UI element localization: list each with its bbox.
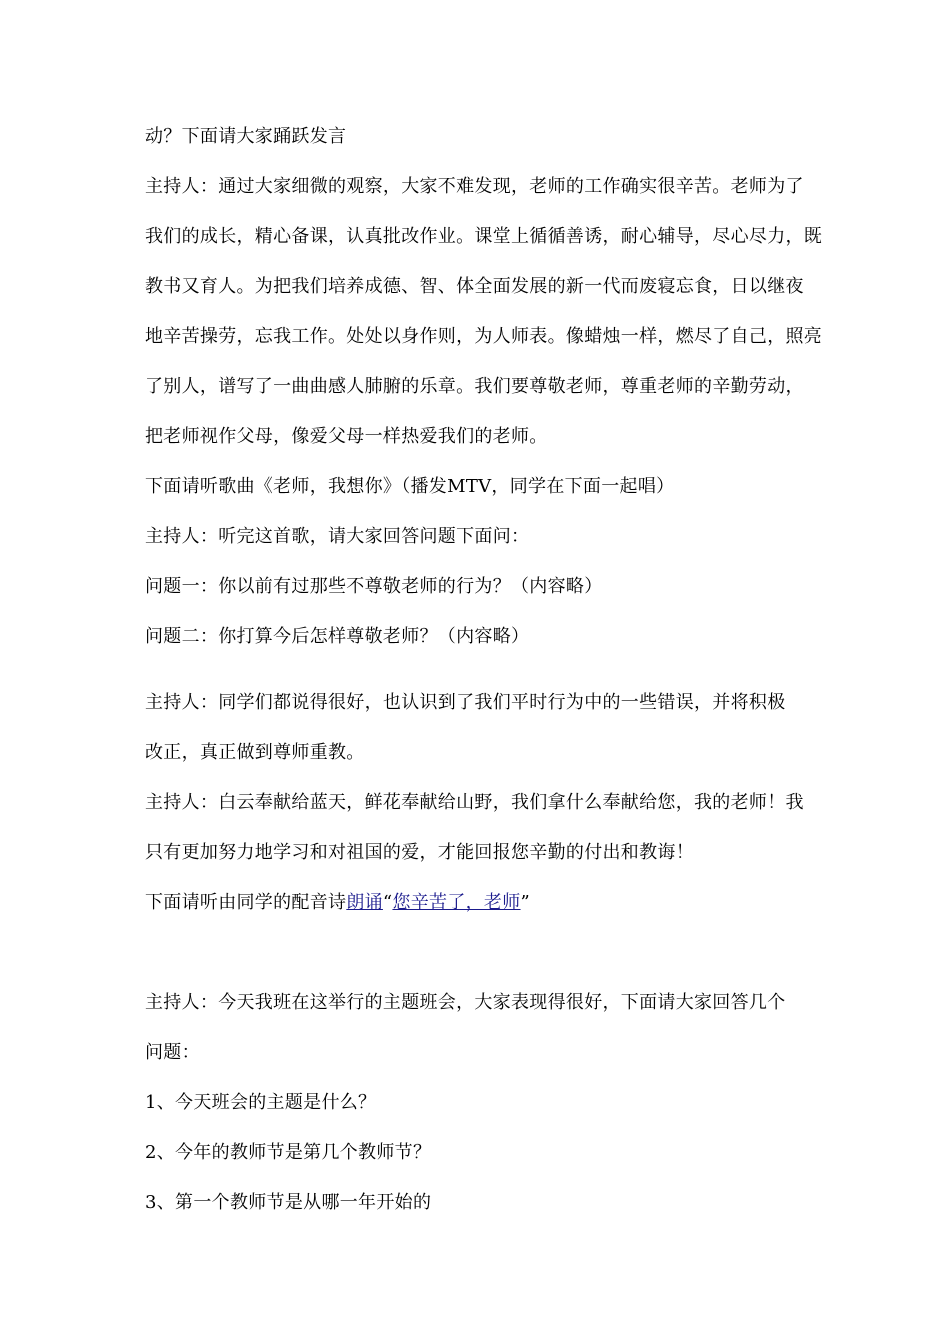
open-quote: “ [382, 892, 393, 913]
close-quote: ” [520, 892, 531, 913]
text-line-5: 地辛苦操劳，忘我工作。处处以身作则，为人师表。像蜡烛一样，燃尽了自己，照亮 [145, 326, 823, 347]
text-line-2: 主持人：通过大家细微的观察，大家不难发现，老师的工作确实很辛苦。老师为了 [145, 176, 804, 197]
recitation-link[interactable]: 朗诵 [346, 892, 383, 913]
text-line-12: 主持人：同学们都说得很好，也认识到了我们平时行为中的一些错误，并将积极 [145, 692, 786, 713]
text-line-7: 把老师视作父母，像爱父母一样热爱我们的老师。 [145, 426, 548, 447]
text-line-9: 主持人：听完这首歌，请大家回答问题下面问： [145, 526, 530, 547]
text-line-8: 下面请听歌曲《老师，我想你》（播发MTV，同学在下面一起唱） [145, 476, 675, 497]
text-line-14: 主持人：白云奉献给蓝天，鲜花奉献给山野，我们拿什么奉献给您，我的老师！我 [145, 792, 804, 813]
text-line-1: 动？下面请大家踊跃发言 [145, 126, 347, 147]
closing-line-2: 问题： [145, 1042, 200, 1063]
recitation-prefix: 下面请听由同学的配音诗 [145, 892, 347, 913]
recitation-line [145, 890, 825, 916]
poem-title-link[interactable]: 您辛苦了，老师 [392, 892, 521, 913]
text-line-4: 教书又育人。为把我们培养成德、智、体全面发展的新一代而废寝忘食，日以继夜 [145, 276, 804, 297]
text-line-13: 改正，真正做到尊师重教。 [145, 742, 365, 763]
closing-line-1: 主持人：今天我班在这举行的主题班会，大家表现得很好，下面请大家回答几个 [145, 992, 786, 1013]
question-2: 2、今年的教师节是第几个教师节？ [145, 1142, 432, 1163]
text-line-6: 了别人，谱写了一曲曲感人肺腑的乐章。我们要尊敬老师，尊重老师的辛勤劳动， [145, 376, 804, 397]
text-line-11: 问题二：你打算今后怎样尊敬老师？（内容略） [145, 626, 530, 647]
text-line-10: 问题一：你以前有过那些不尊敬老师的行为？（内容略） [145, 576, 603, 597]
question-3: 3、第一个教师节是从哪一年开始的 [145, 1192, 432, 1213]
question-1: 1、今天班会的主题是什么？ [145, 1092, 377, 1113]
text-line-15: 只有更加努力地学习和对祖国的爱，才能回报您辛勤的付出和教诲！ [145, 842, 694, 863]
text-line-3: 我们的成长，精心备课，认真批改作业。课堂上循循善诱，耐心辅导，尽心尽力，既 [145, 226, 823, 247]
